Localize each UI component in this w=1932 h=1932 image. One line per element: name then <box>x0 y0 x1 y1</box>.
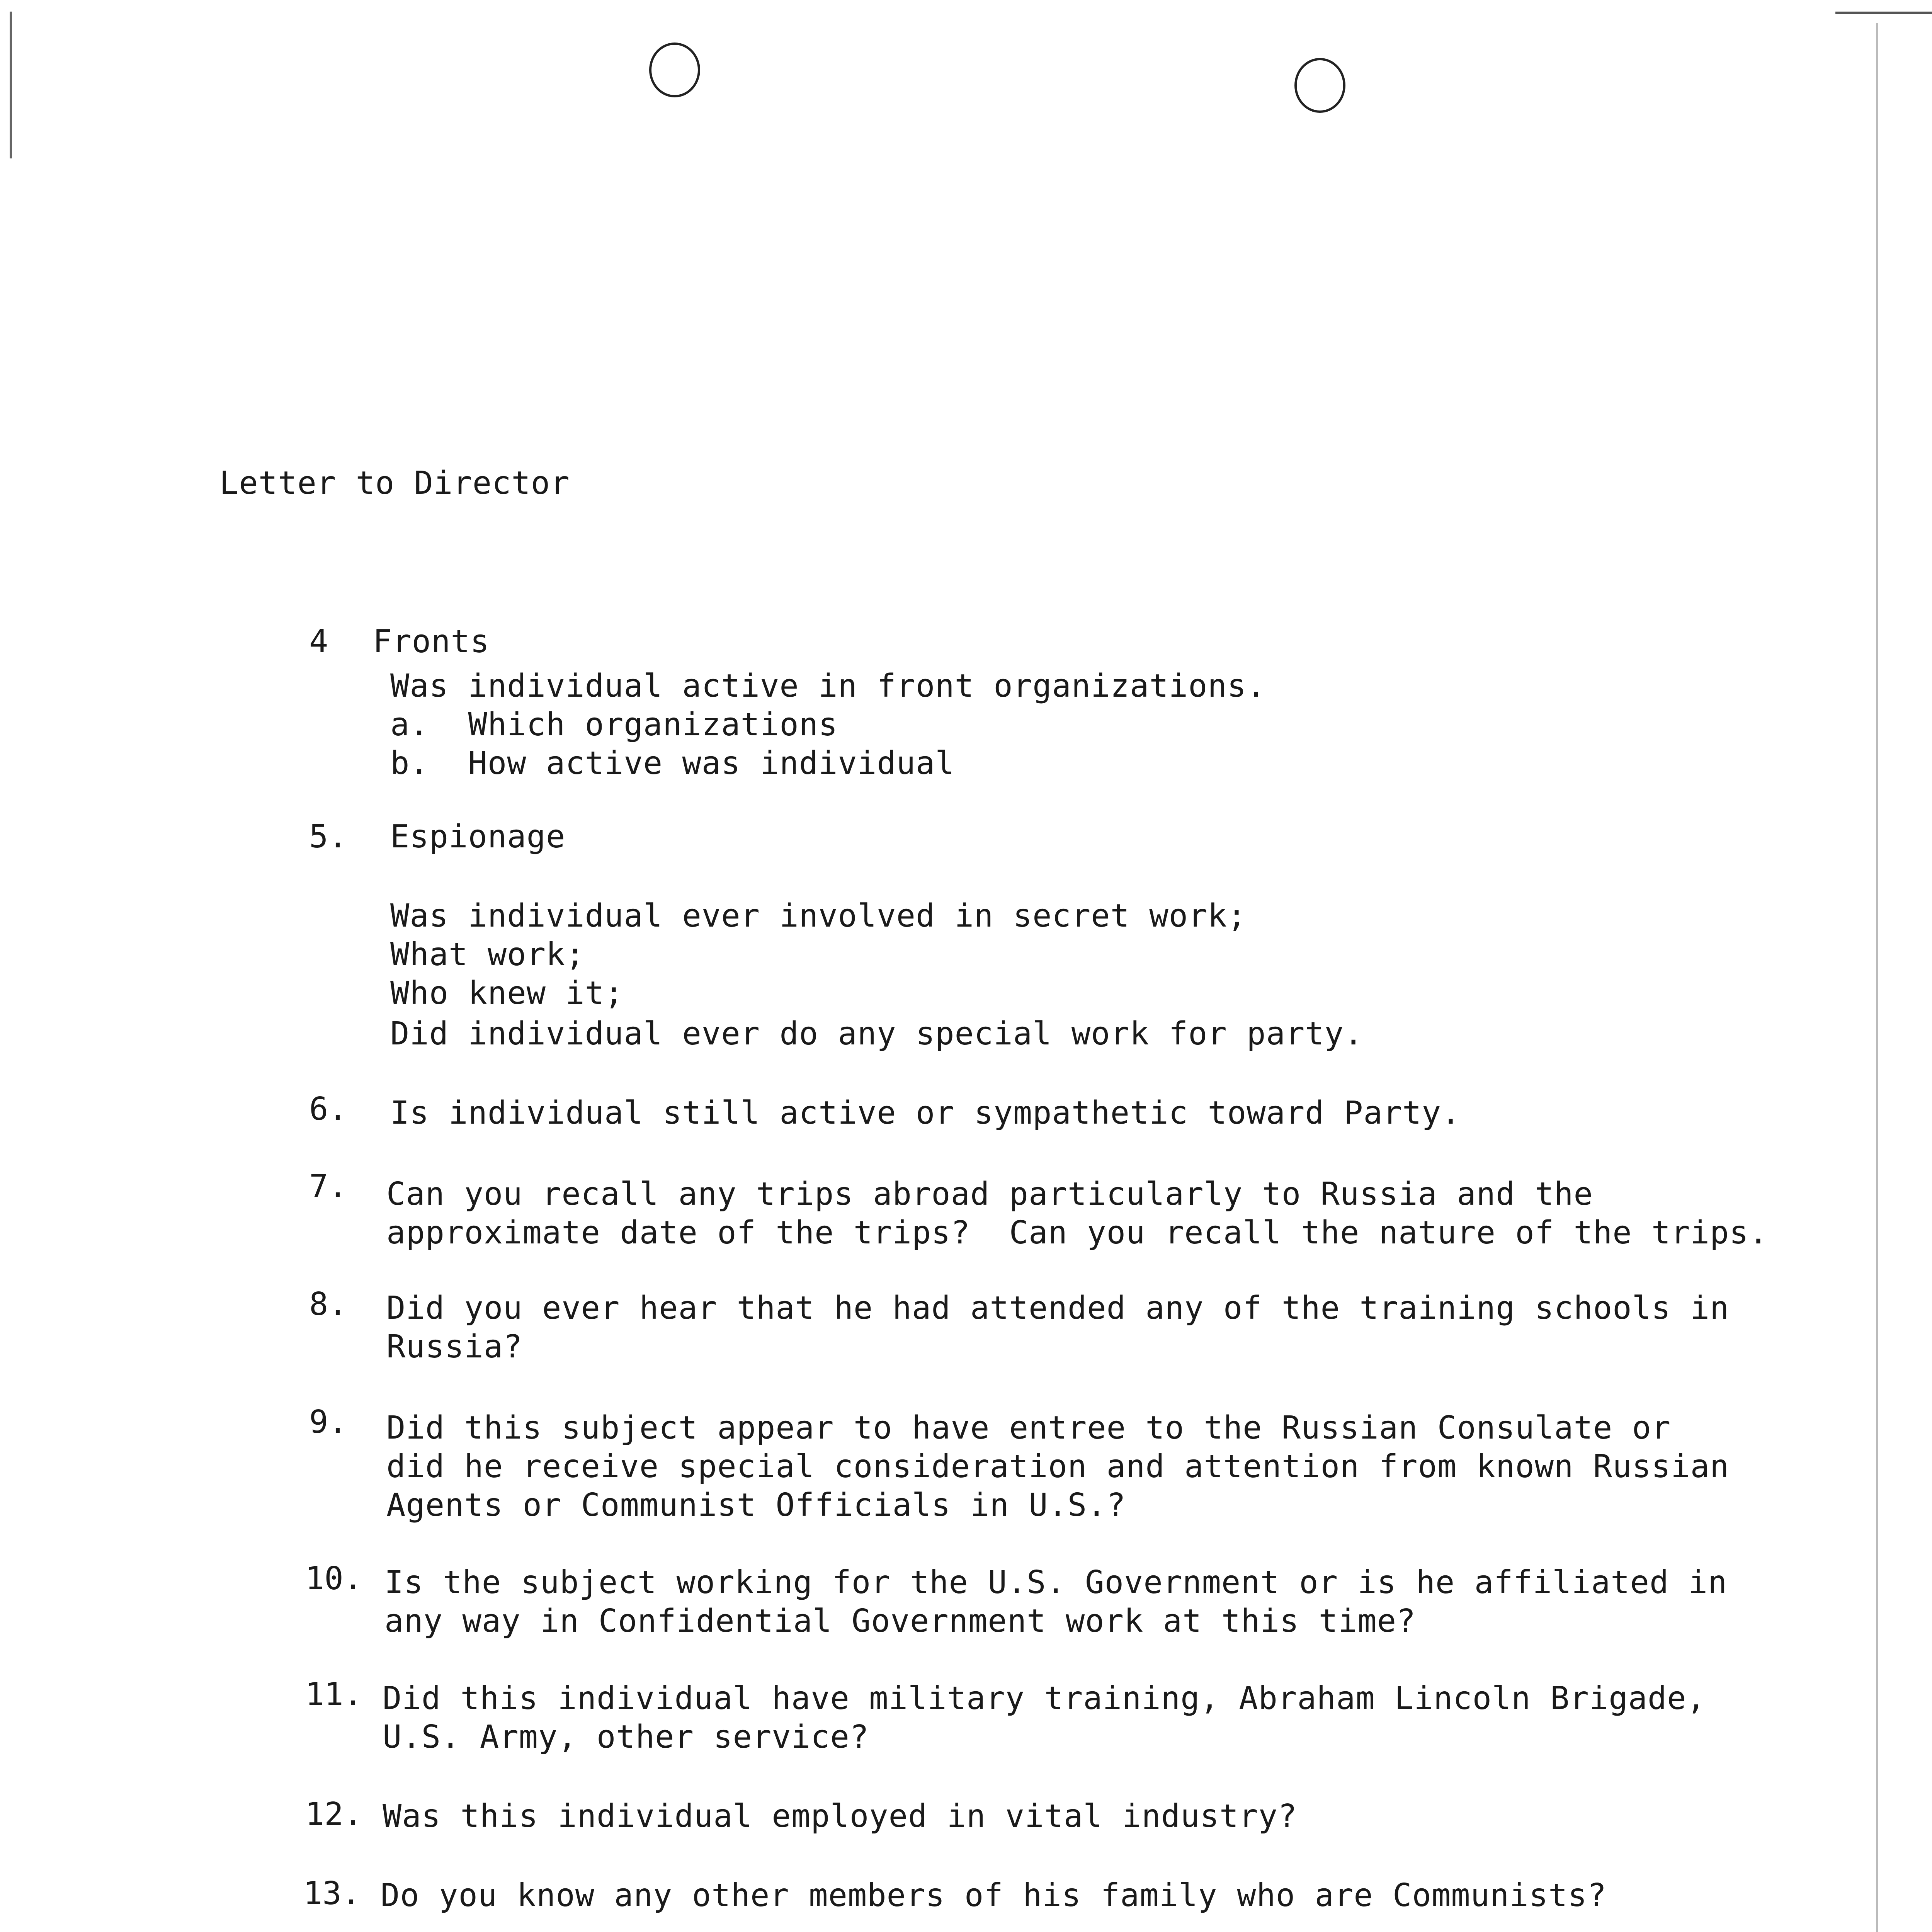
item-number: 6. <box>309 1091 347 1128</box>
item-line: Fronts <box>373 623 490 660</box>
item-number: 5. <box>309 818 347 855</box>
letter-header: Letter to Director <box>219 465 570 502</box>
item-line: Russia? <box>386 1328 523 1365</box>
item-line: What work; <box>390 936 585 973</box>
item-number: 7. <box>309 1168 347 1205</box>
scan-edge-left <box>10 12 12 158</box>
item-line: did he receive special consideration and attention from known Russian <box>386 1448 1730 1485</box>
punch-hole-left <box>649 43 700 97</box>
item-line: a. Which organizations <box>390 706 838 743</box>
item-line: Espionage <box>390 818 566 855</box>
item-line: any way in Confidential Government work at this time? <box>384 1603 1416 1639</box>
item-line: Can you recall any trips abroad particularly to Russia and the <box>386 1176 1593 1213</box>
item-line: Did this subject appear to have entree to the Russian Consulate or <box>386 1410 1671 1446</box>
item-line: Is the subject working for the U.S. Government or is he affiliated in <box>384 1564 1728 1601</box>
item-number: 8. <box>309 1286 347 1323</box>
item-line: b. How active was individual <box>390 745 955 782</box>
item-number: 12. <box>305 1796 363 1833</box>
item-line: Who knew it; <box>390 975 624 1012</box>
item-line: Did individual ever do any special work for party. <box>390 1015 1364 1052</box>
item-number: 13. <box>303 1875 361 1912</box>
item-number: 10. <box>305 1560 363 1597</box>
item-line: Did you ever hear that he had attended any of the training schools in <box>386 1290 1730 1327</box>
item-line: Was individual active in front organizations. <box>390 668 1266 704</box>
item-line: Do you know any other members of his family who are Communists? <box>381 1877 1607 1914</box>
item-line: U.S. Army, other service? <box>383 1719 869 1755</box>
item-line: Was individual ever involved in secret work; <box>390 898 1247 934</box>
punch-hole-right <box>1294 58 1345 113</box>
item-line: approximate date of the trips? Can you recall the nature of the trips. <box>386 1214 1769 1251</box>
scan-edge-right <box>1876 23 1878 1932</box>
item-line: Is individual still active or sympathetic toward Party. <box>390 1095 1461 1131</box>
item-line: Did this individual have military training, Abraham Lincoln Brigade, <box>383 1680 1706 1717</box>
item-number: 9. <box>309 1404 347 1440</box>
scan-edge-top-right <box>1835 12 1932 14</box>
item-number: 11. <box>305 1676 363 1713</box>
item-number: 4 <box>309 623 328 660</box>
item-line: Agents or Communist Officials in U.S.? <box>386 1487 1126 1524</box>
item-line: Was this individual employed in vital industry? <box>383 1798 1298 1835</box>
